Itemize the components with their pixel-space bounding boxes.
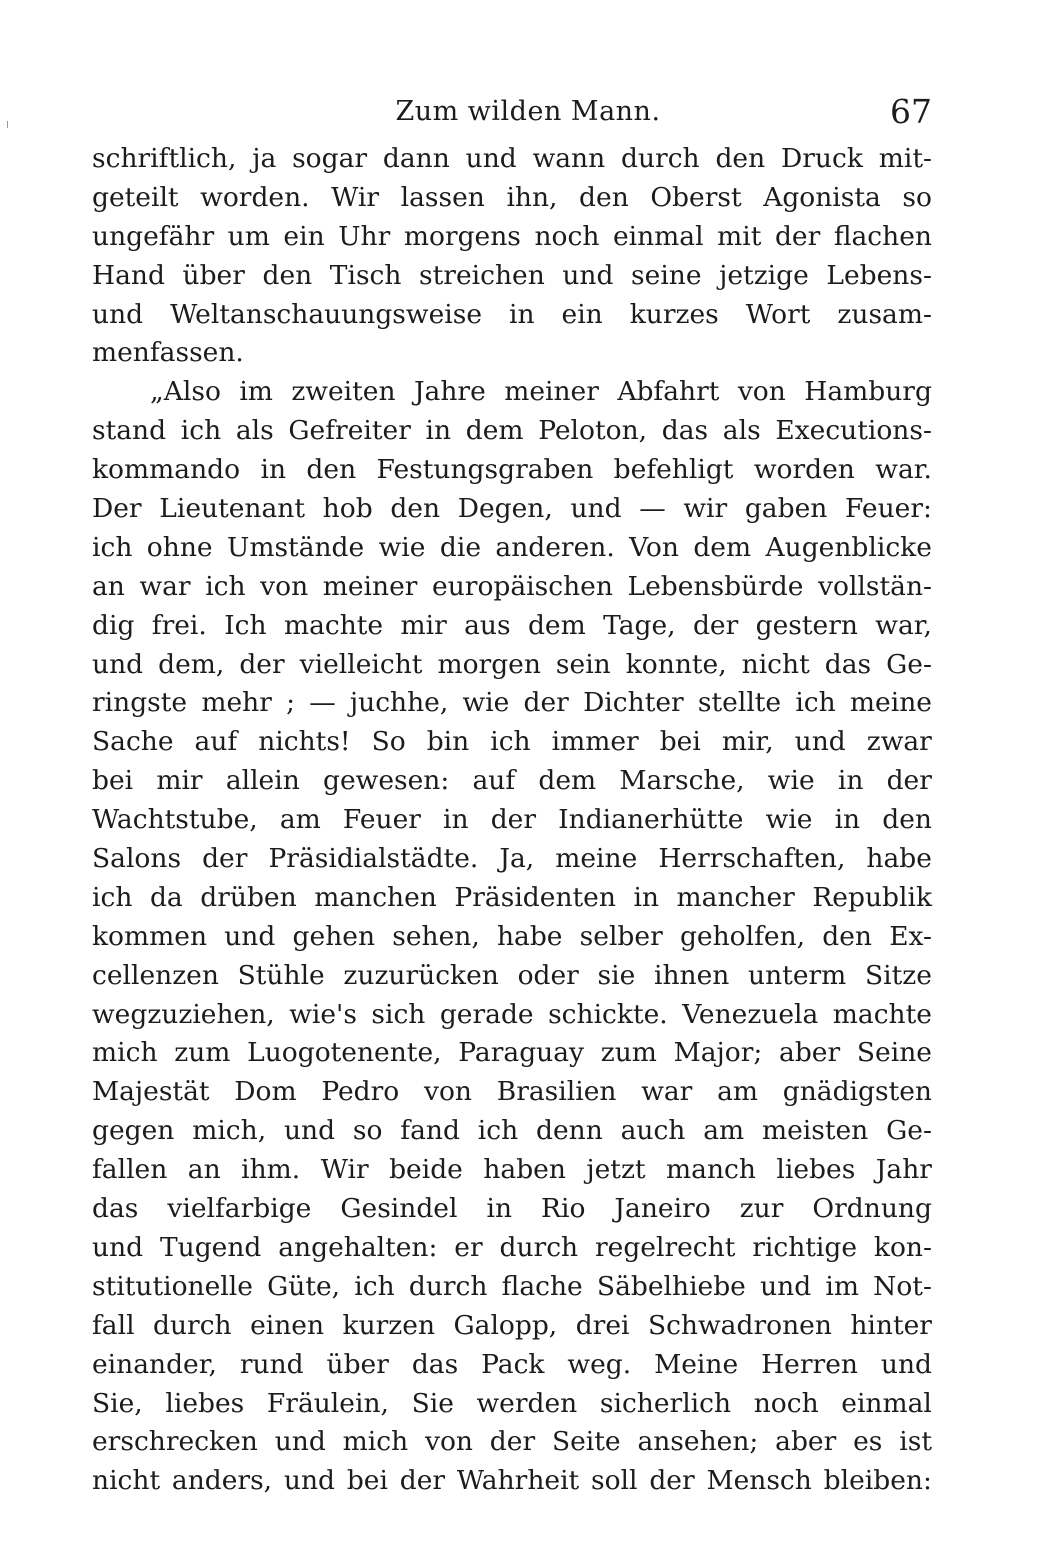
text-line: ringste mehr ; — juchhe, wie der Dichter stellte ich meine [92, 687, 932, 719]
text-line: kommen und gehen sehen, habe selber geholfen, den Ex- [92, 920, 932, 952]
text-line: ungefähr um ein Uhr morgens noch einmal mit der flachen [92, 220, 932, 252]
text-line: ich ohne Umstände wie die anderen. Von dem Augenblicke [92, 531, 932, 563]
text-line: Sache auf nichts! So bin ich immer bei mir, und zwar [92, 726, 932, 758]
text-line: nicht anders, und bei der Wahrheit soll der Mensch bleiben: [92, 1465, 932, 1497]
text-line: dig frei. Ich machte mir aus dem Tage, der gestern war, [92, 609, 932, 641]
text-line: und Weltanschauungsweise in ein kurzes Wort zusam- [92, 298, 932, 330]
text-line: stitutionelle Güte, ich durch flache Säbelhiebe und im Not- [92, 1270, 932, 1302]
text-line: fallen an ihm. Wir beide haben jetzt manch liebes Jahr [92, 1154, 932, 1186]
text-line: Wachtstube, am Feuer in der Indianerhütte wie in den [92, 804, 932, 836]
text-line: fall durch einen kurzen Galopp, drei Schwadronen hinter [92, 1309, 932, 1341]
text-line: „Also im zweiten Jahre meiner Abfahrt von Hamburg [150, 376, 932, 408]
text-line: ich da drüben manchen Präsidenten in mancher Republik [92, 881, 932, 913]
text-line: kommando in den Festungsgraben befehligt worden war. [92, 454, 932, 486]
text-line: und dem, der vielleicht morgen sein konnte, nicht das Ge- [92, 648, 932, 680]
text-line: Hand über den Tisch streichen und seine jetzige Lebens- [92, 259, 932, 291]
text-line: stand ich als Gefreiter in dem Peloton, das als Executions- [92, 415, 932, 447]
text-line: und Tugend angehalten: er durch regelrecht richtige kon- [92, 1231, 932, 1263]
text-line: das vielfarbige Gesindel in Rio Janeiro zur Ordnung [92, 1193, 932, 1225]
text-line: gegen mich, und so fand ich denn auch am meisten Ge- [92, 1115, 932, 1147]
text-line: an war ich von meiner europäischen Lebensbürde vollstän- [92, 570, 932, 602]
running-title: Zum wilden Mann. [395, 96, 661, 127]
text-line: mich zum Luogotenente, Paraguay zum Major; aber Seine [92, 1037, 932, 1069]
text-line: schriftlich, ja sogar dann und wann durch den Druck mit- [92, 143, 932, 174]
text-line: geteilt worden. Wir lassen ihn, den Oberst Agonista so [92, 181, 932, 213]
text-line: Der Lieutenant hob den Degen, und — wir gaben Feuer: [92, 493, 932, 525]
text-line: wegzuziehen, wie's sich gerade schickte. Venezuela machte [92, 998, 932, 1030]
text-line: bei mir allein gewesen: auf dem Marsche, wie in der [92, 765, 932, 797]
body-text [92, 140, 932, 1501]
text-line: menfassen. [92, 337, 244, 369]
text-line: Majestät Dom Pedro von Brasilien war am gnädigsten [92, 1076, 932, 1108]
text-line: Salons der Präsidialstädte. Ja, meine Herrschaften, habe [92, 843, 932, 875]
running-head [0, 92, 1056, 136]
text-line: einander, rund über das Pack weg. Meine Herren und [92, 1348, 932, 1380]
text-line: cellenzen Stühle zuzurücken oder sie ihnen unterm Sitze [92, 959, 932, 991]
text-line: erschrecken und mich von der Seite ansehen; aber es ist [92, 1426, 932, 1458]
page-number: 67 [890, 92, 932, 131]
text-line: Sie, liebes Fräulein, Sie werden sicherlich noch einmal [92, 1387, 932, 1419]
